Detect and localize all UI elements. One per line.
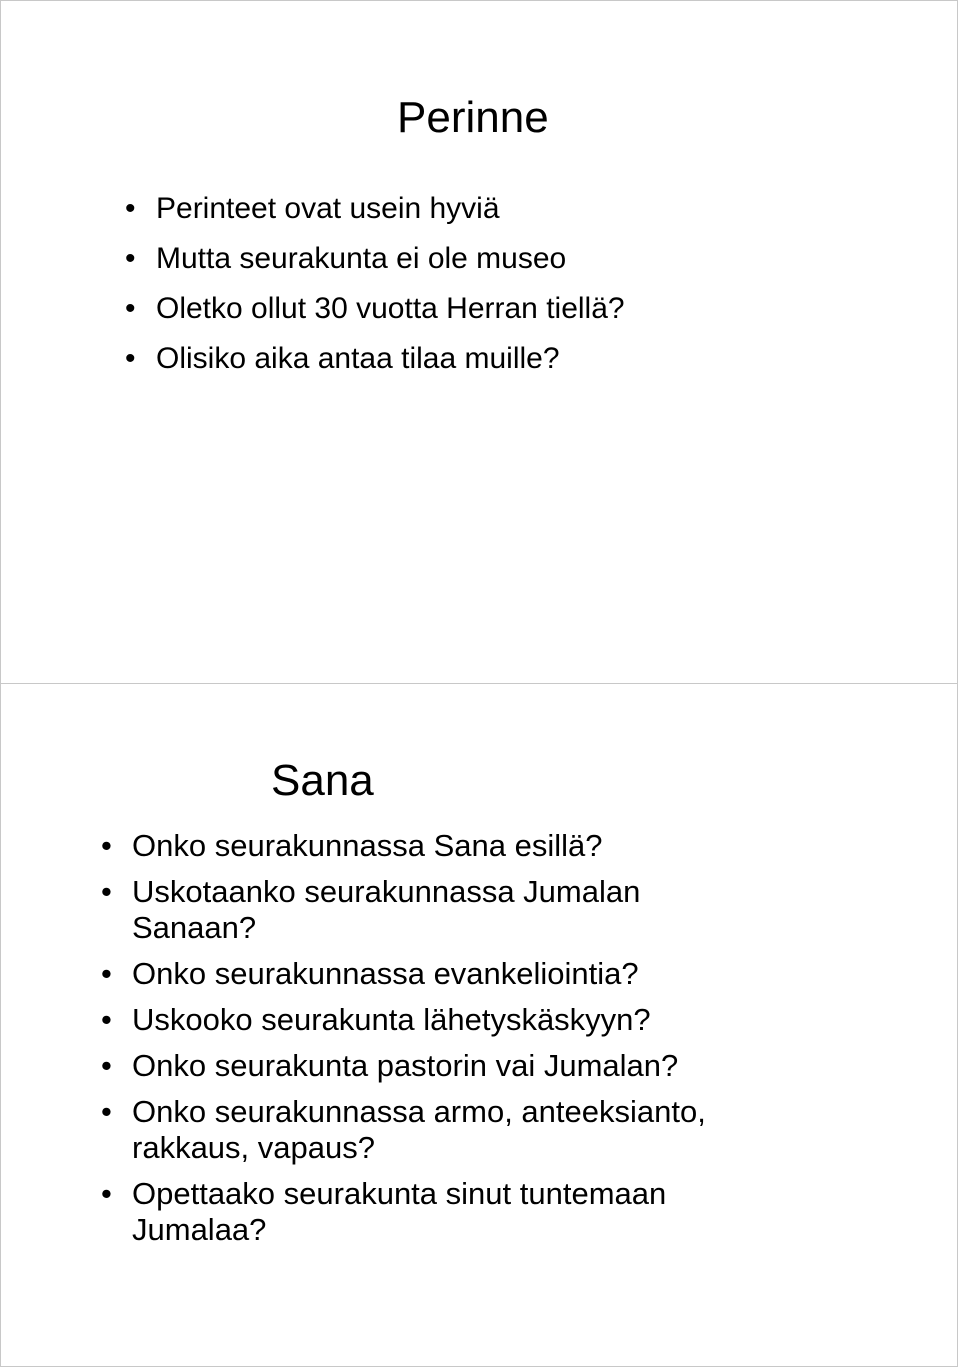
slide-title: Sana xyxy=(271,756,374,805)
bullet-list xyxy=(101,828,921,1258)
list-item: • Onko seurakunnassa Sana esillä? xyxy=(101,828,921,864)
list-item: • Perinteet ovat usein hyviä xyxy=(125,191,925,227)
bullet-list xyxy=(125,191,925,391)
list-item: • Oletko ollut 30 vuotta Herran tiellä? xyxy=(125,291,925,327)
list-item: • Olisiko aika antaa tilaa muille? xyxy=(125,341,925,377)
list-item: • Opettaako seurakunta sinut tuntemaan Jumalaa? xyxy=(101,1176,921,1248)
list-item: • Onko seurakunnassa armo, anteeksianto, rakkaus, vapaus? xyxy=(101,1094,921,1166)
slide-title: Perinne xyxy=(397,93,549,142)
list-item: • Uskotaanko seurakunnassa Jumalan Sanaan? xyxy=(101,874,921,946)
slide-perinne xyxy=(0,0,958,684)
list-item: • Onko seurakunnassa evankeliointia? xyxy=(101,956,921,992)
list-item: • Uskooko seurakunta lähetyskäskyyn? xyxy=(101,1002,921,1038)
list-item: • Onko seurakunta pastorin vai Jumalan? xyxy=(101,1048,921,1084)
list-item: • Mutta seurakunta ei ole museo xyxy=(125,241,925,277)
slide-sana xyxy=(0,683,958,1367)
